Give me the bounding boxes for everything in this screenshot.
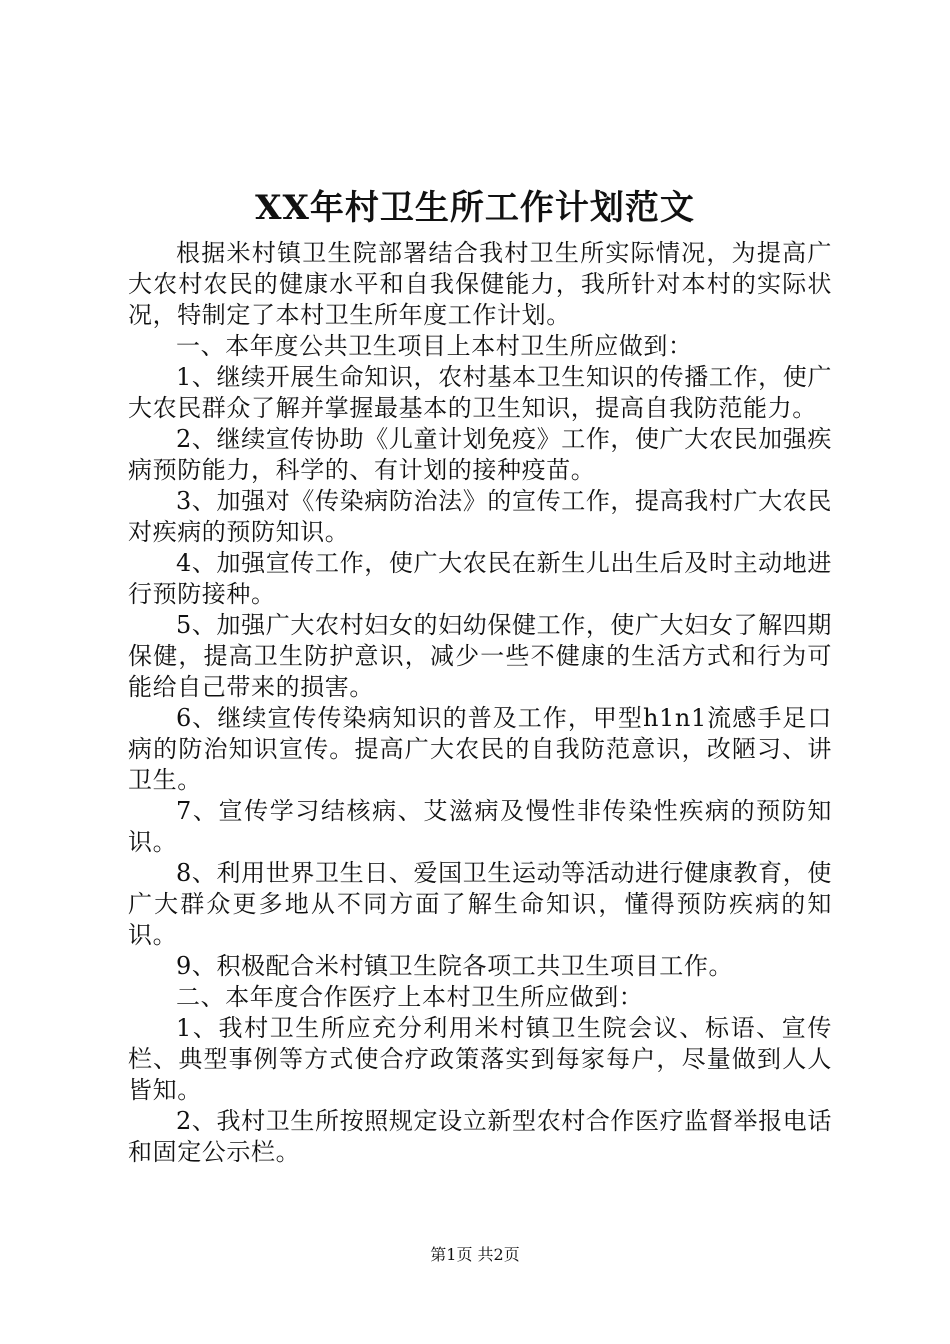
document-body [128,238,832,1168]
paragraph-item-1-6: 6、继续宣传传染病知识的普及工作，甲型h1n1流感手足口病的防治知识宣传。提高广大农民的自我防范意识，改陋习、讲卫生。 [128,704,832,794]
paragraph-item-2-2: 2、我村卫生所按照规定设立新型农村合作医疗监督举报电话和固定公示栏。 [128,1107,832,1166]
paragraph-intro: 根据米村镇卫生院部署结合我村卫生所实际情况，为提高广大农村农民的健康水平和自我保健能力，我所针对本村的实际状况，特制定了本村卫生所年度工作计划。 [128,239,832,329]
paragraph-section-2-heading: 二、本年度合作医疗上本村卫生所应做到： [176,983,644,1011]
paragraph-item-1-2: 2、继续宣传协助《儿童计划免疫》工作，使广大农民加强疾病预防能力，科学的、有计划的接种疫苗。 [128,425,832,484]
paragraph-section-1-heading: 一、本年度公共卫生项目上本村卫生所应做到： [176,332,693,360]
paragraph-item-1-3: 3、加强对《传染病防治法》的宣传工作，提高我村广大农民对疾病的预防知识。 [128,487,832,546]
paragraph-item-1-1: 1、继续开展生命知识，农村基本卫生知识的传播工作，使广大农民群众了解并掌握最基本的卫生知识，提高自我防范能力。 [128,363,832,422]
paragraph-item-2-1: 1、我村卫生所应充分利用米村镇卫生院会议、标语、宣传栏、典型事例等方式使合疗政策落实到每家每户，尽量做到人人皆知。 [128,1014,832,1104]
paragraph-item-1-4: 4、加强宣传工作，使广大农民在新生儿出生后及时主动地进行预防接种。 [128,549,832,608]
paragraph-item-1-8: 8、利用世界卫生日、爱国卫生运动等活动进行健康教育，使广大群众更多地从不同方面了解生命知识，懂得预防疾病的知识。 [128,859,832,949]
paragraph-item-1-5: 5、加强广大农村妇女的妇幼保健工作，使广大妇女了解四期保健，提高卫生防护意识，减少一些不健康的生活方式和行为可能给自己带来的损害。 [128,611,832,701]
paragraph-item-1-9: 9、积极配合米村镇卫生院各项工共卫生项目工作。 [176,952,734,980]
page-footer: 第1页 共2页 [430,1245,520,1264]
paragraph-item-1-7: 7、宣传学习结核病、艾滋病及慢性非传染性疾病的预防知识。 [128,797,832,856]
document-title: XX年村卫生所工作计划范文 [255,188,695,228]
